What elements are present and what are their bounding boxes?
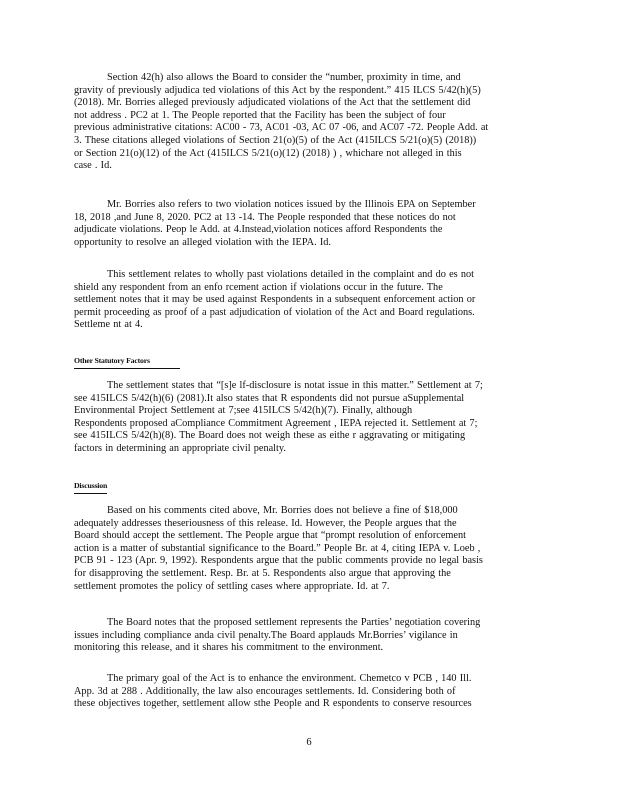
text-line: Mr. Borries also refers to two violation notices issued by the Illinois EPA on September: [107, 199, 476, 210]
text-line: 3. These citations alleged violations of Section 21(o)(5) of the Act (415ILCS 5/21(o)(5) (2018)): [74, 134, 477, 146]
section-heading-discussion: [74, 480, 107, 494]
text-line: case . Id.: [74, 160, 112, 172]
paragraph-section-42h: [74, 72, 544, 173]
text-line: Board should accept the settlement. The People argue that “prompt resolution of enforcement: [74, 530, 466, 542]
text-line: The settlement states that “[s]e lf-disclosure is notat issue in this matter.” Settlement at 7;: [107, 380, 483, 391]
paragraph-statutory-factors: [74, 380, 544, 456]
text-line: App. 3d at 288 . Additionally, the law also encourages settlements. Id. Considering both of: [74, 685, 456, 697]
paragraph-discussion: [74, 505, 544, 593]
paragraph-primary-goal: [74, 673, 544, 711]
text-line: gravity of previously adjudica ted violations of this Act by the respondent.” 415 ILCS 5/42(h)(5): [74, 84, 481, 96]
text-line: not address . PC2 at 1. The People reported that the Facility has been the subject of four: [74, 109, 446, 121]
heading-text: Other Statutory Factors: [74, 355, 180, 369]
text-line: settlement notes that it may be used against Respondents in a subsequent enforcement action or: [74, 294, 476, 306]
text-line: monitoring this release, and it shares his commitment to the environment.: [74, 642, 384, 654]
text-line: see 415ILCS 5/42(h)(8). The Board does not weigh these as eithe r aggravating or mitigating: [74, 430, 466, 442]
text-line: Settleme nt at 4.: [74, 319, 143, 331]
text-line: Section 42(h) also allows the Board to consider the “number, proximity in time, and: [107, 72, 461, 83]
text-line: shield any respondent from an enfo rcement action if violations occur in the future. The: [74, 281, 443, 293]
heading-text: Discussion: [74, 480, 107, 494]
text-line: issues including compliance anda civil penalty.The Board applauds Mr.Borries’ vigilance in: [74, 629, 458, 641]
text-line: 18, 2018 ,and June 8, 2020. PC2 at 13 -14. The People responded that these notices do not: [74, 211, 456, 223]
text-line: (2018). Mr. Borries alleged previously adjudicated violations of the Act that the settlement did: [74, 97, 471, 109]
page-number: 6: [306, 737, 312, 748]
section-heading-other-factors: [74, 355, 180, 369]
text-line: these objectives together, settlement allow sthe People and R espondents to conserve resources: [74, 698, 472, 710]
text-line: Respondents proposed aCompliance Commitment Agreement , IEPA rejected it. Settlement at 7;: [74, 417, 478, 429]
paragraph-board-notes: [74, 617, 544, 655]
text-line: opportunity to resolve an alleged violation with the IEPA. Id.: [74, 236, 331, 248]
text-line: Based on his comments cited above, Mr. Borries does not believe a fine of $18,000: [107, 505, 458, 516]
text-line: The Board notes that the proposed settlement represents the Parties’ negotiation covering: [107, 617, 481, 628]
text-line: adequately addresses theseriousness of this release. Id. However, the People argues that the: [74, 517, 457, 529]
text-line: PCB 91 - 123 (Apr. 9, 1992). Respondents argue that the public comments provide no legal basis: [74, 555, 483, 567]
paragraph-past-violations: [74, 269, 544, 332]
text-line: adjudicate violations. Peop le Add. at 4.Instead,violation notices afford Respondents the: [74, 224, 443, 236]
text-line: or Section 21(o)(12) of the Act (415ILCS 5/21(o)(12) (2018) ) , whichare not alleged in this: [74, 147, 462, 159]
text-line: factors in determining an appropriate civil penalty.: [74, 442, 286, 454]
text-line: previous administrative citations: AC00 - 73, AC01 -03, AC 07 -06, and AC07 -72. People Add. at: [74, 122, 489, 134]
paragraph-violation-notices: [74, 199, 544, 249]
text-line: This settlement relates to wholly past violations detailed in the complaint and do es not: [107, 269, 475, 280]
text-line: Environmental Project Settlement at 7;see 415ILCS 5/42(h)(7). Finally, although: [74, 405, 413, 417]
text-line: settlement promotes the policy of settling cases where appropriate. Id. at 7.: [74, 580, 390, 592]
text-line: for disapproving the settlement. Resp. Br. at 5. Respondents also argue that approving the: [74, 567, 451, 579]
text-line: action is a matter of substantial significance to the Board.” People Br. at 4, citing IEPA v. Loeb ,: [74, 542, 481, 554]
text-line: permit proceeding as proof of a past adjudication of violation of the Act and Board regulations.: [74, 306, 475, 318]
text-line: see 415ILCS 5/42(h)(6) (2081).It also states that R espondents did not pursue aSupplemental: [74, 392, 465, 404]
text-line: The primary goal of the Act is to enhance the environment. Chemetco v PCB , 140 Ill.: [107, 673, 472, 684]
